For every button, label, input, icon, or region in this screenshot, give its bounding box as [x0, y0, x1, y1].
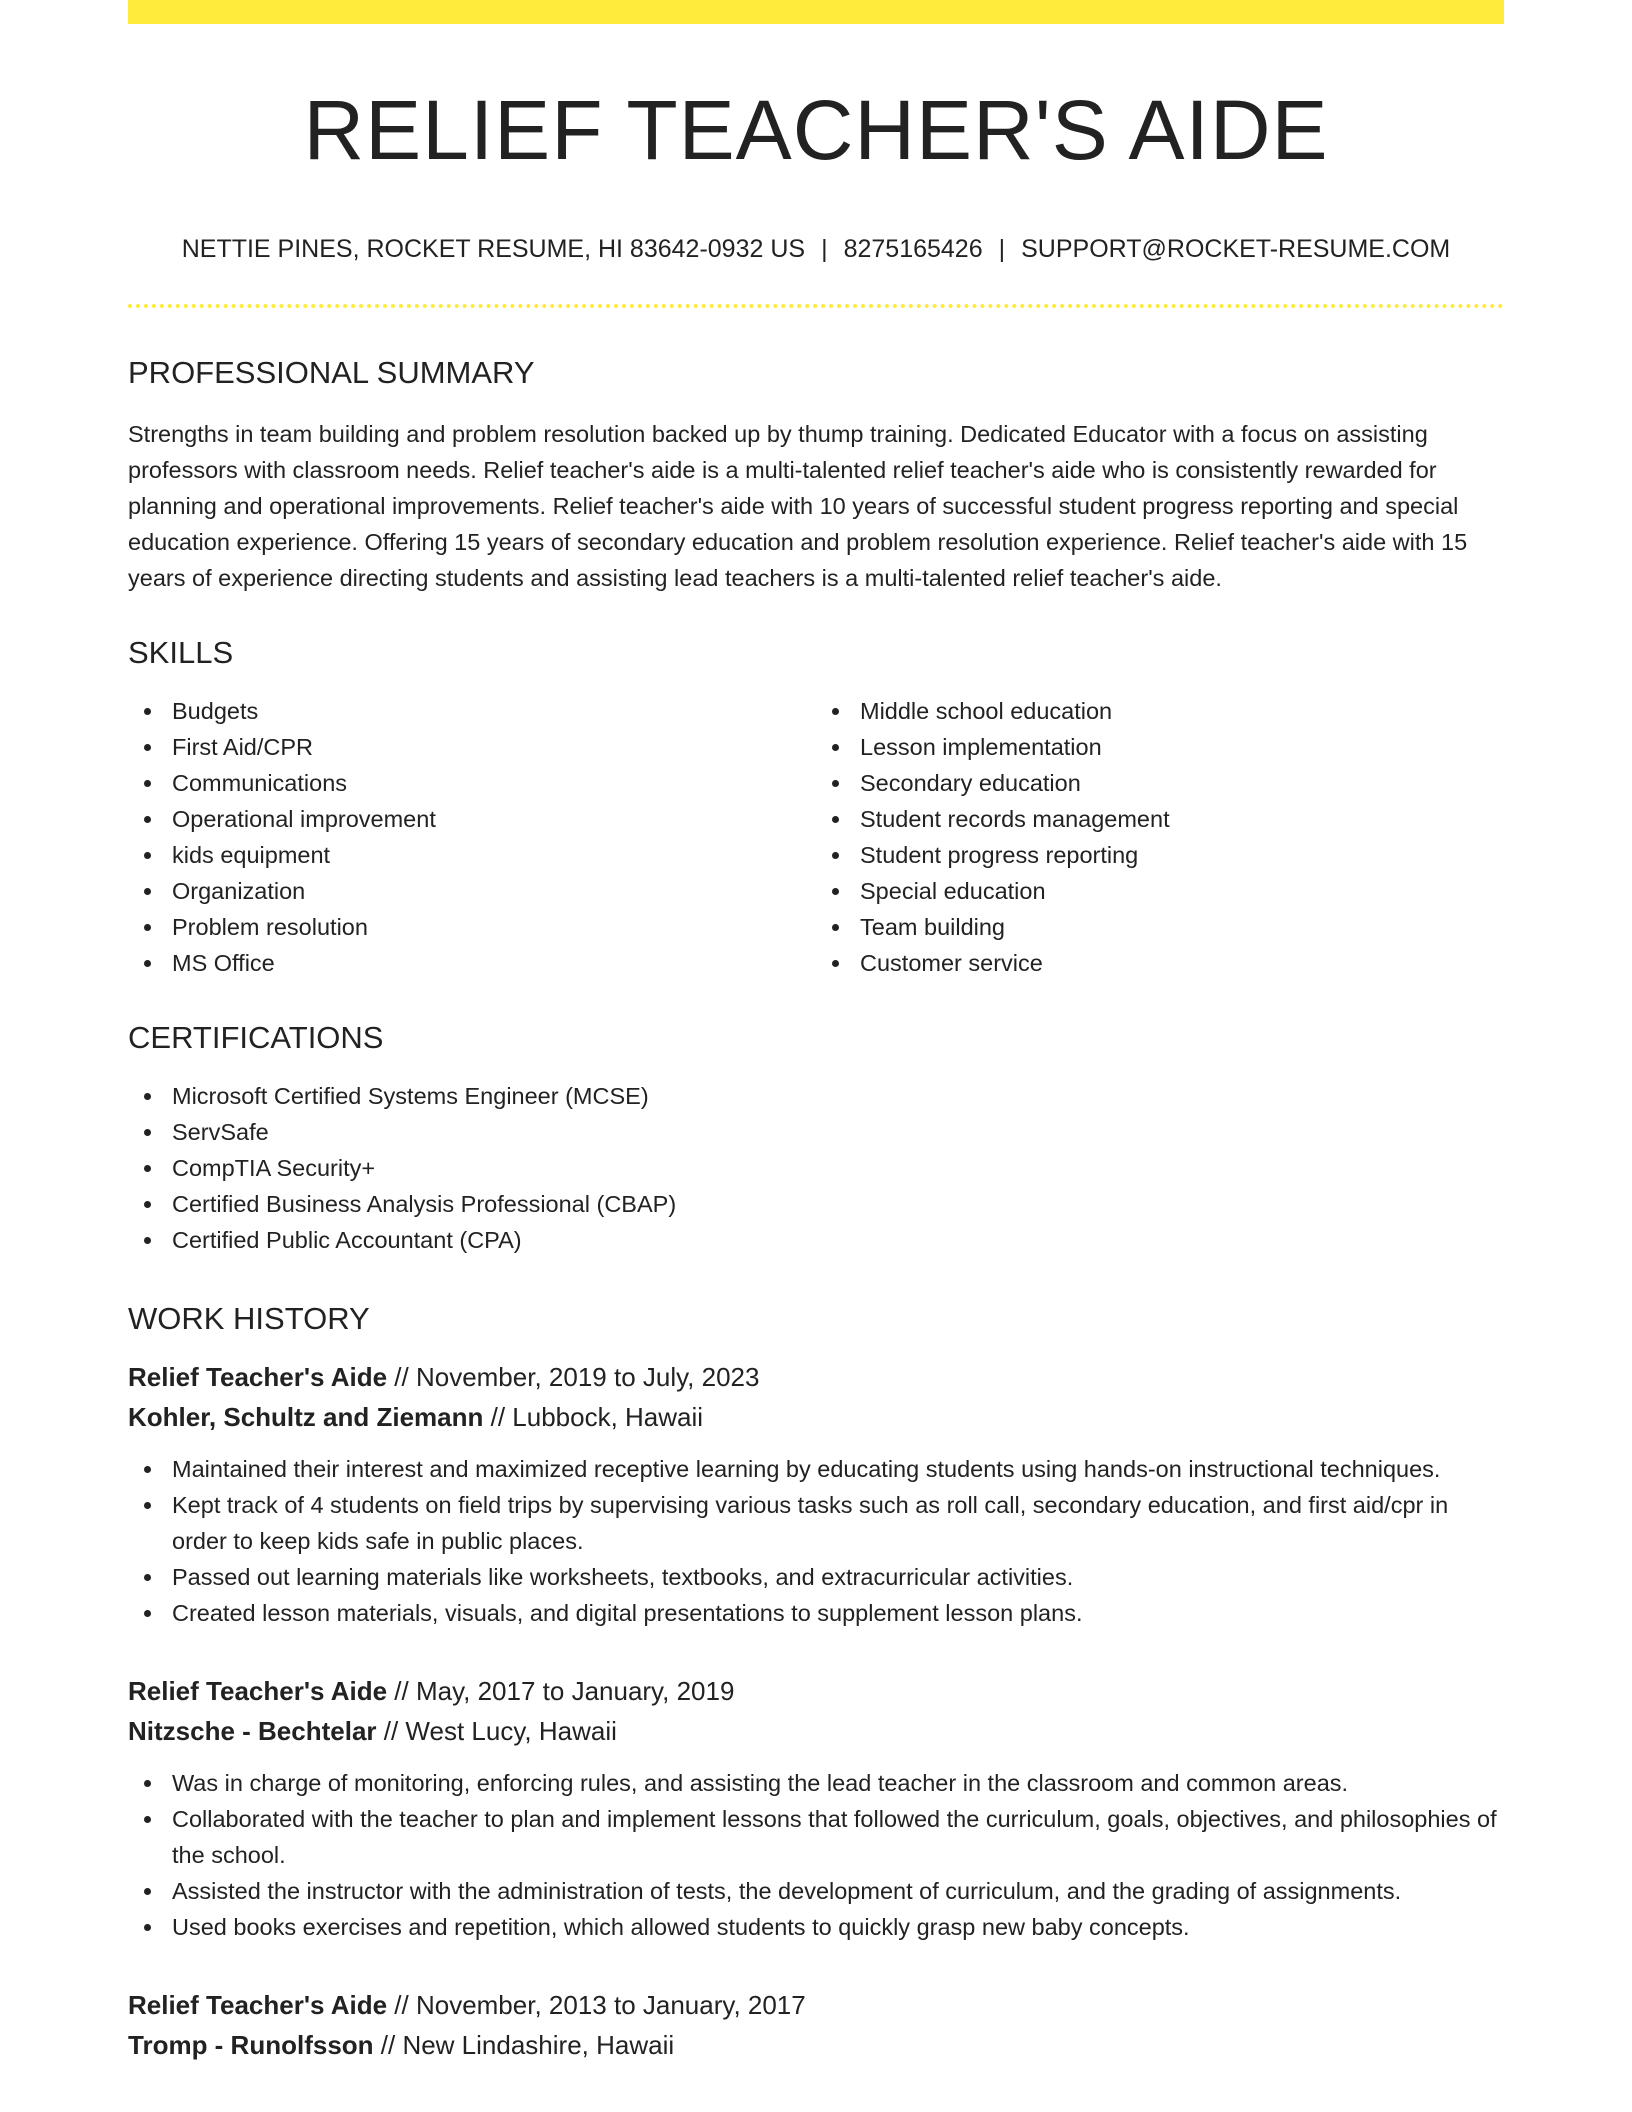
skill-item: Problem resolution	[128, 909, 816, 945]
skill-item: kids equipment	[128, 837, 816, 873]
job-duties-list	[128, 1451, 1504, 1631]
resume-title: RELIEF TEACHER'S AIDE	[303, 83, 1329, 177]
skill-item: Customer service	[816, 945, 1504, 981]
skills-list-right	[816, 693, 1504, 981]
certification-item: Certified Public Accountant (CPA)	[128, 1222, 1504, 1258]
job-duty-item: Used books exercises and repetition, which allowed students to quickly grasp new baby concepts.	[128, 1909, 1504, 1945]
skill-item: Budgets	[128, 693, 816, 729]
summary-text: Strengths in team building and problem resolution backed up by thump training. Dedicated Educator with a focus on assisting professors with classroom needs. Relief teacher's aide is a multi-talented relief teacher's aide who is consistently rewarded for planning and operational improvements. Relief teacher's aide with 10 years of successful student progress reporting and special education experience. Offering 15 years of secondary education and problem resolution experience. Relief teacher's aide with 15 years of experience directing students and assisting lead teachers is a multi-talented relief teacher's aide.	[128, 420, 1468, 591]
job-entry	[128, 1985, 1504, 2065]
job-company-line	[128, 1711, 1504, 1751]
job-duty-item: Maintained their interest and maximized receptive learning by educating students using hands-on instructional techniques.	[128, 1451, 1504, 1487]
skill-item: MS Office	[128, 945, 816, 981]
contact-line	[128, 234, 1504, 264]
job-role-line	[128, 1357, 1504, 1397]
job-company: Nitzsche - Bechtelar	[128, 1716, 377, 1747]
skills-list-left	[128, 693, 816, 981]
work-history-list	[128, 1357, 1504, 2065]
job-dates: // May, 2017 to January, 2019	[387, 1676, 735, 1707]
skill-item: Student records management	[816, 801, 1504, 837]
job-location: // West Lucy, Hawaii	[376, 1716, 617, 1747]
skill-item: First Aid/CPR	[128, 729, 816, 765]
job-entry	[128, 1357, 1504, 1631]
job-dates: // November, 2019 to July, 2023	[387, 1362, 760, 1393]
job-company: Tromp - Runolfsson	[128, 2030, 374, 2061]
contact-separator: |	[821, 235, 828, 264]
job-duties-list	[128, 1765, 1504, 1945]
skill-item: Team building	[816, 909, 1504, 945]
certification-item: ServSafe	[128, 1114, 1504, 1150]
job-location: // Lubbock, Hawaii	[483, 1402, 704, 1433]
skill-item: Lesson implementation	[816, 729, 1504, 765]
summary-heading: PROFESSIONAL SUMMARY	[128, 355, 535, 391]
skill-item: Operational improvement	[128, 801, 816, 837]
skill-item: Communications	[128, 765, 816, 801]
skill-item: Middle school education	[816, 693, 1504, 729]
contact-email: SUPPORT@ROCKET-RESUME.COM	[1021, 235, 1451, 264]
job-company: Kohler, Schultz and Ziemann	[128, 1402, 484, 1433]
skills-columns	[128, 693, 1504, 981]
job-company-line	[128, 1397, 1504, 1437]
job-duty-item: Passed out learning materials like worksheets, textbooks, and extracurricular activities.	[128, 1559, 1504, 1595]
certifications-list	[128, 1078, 1504, 1258]
certification-item: Microsoft Certified Systems Engineer (MCSE)	[128, 1078, 1504, 1114]
certifications-heading: CERTIFICATIONS	[128, 1019, 384, 1055]
job-role: Relief Teacher's Aide	[128, 1362, 388, 1393]
contact-address: NETTIE PINES, ROCKET RESUME, HI 83642-0932 US	[181, 235, 806, 264]
contact-separator: |	[998, 235, 1006, 264]
accent-top-bar	[128, 0, 1504, 24]
dotted-divider	[128, 304, 1504, 308]
skill-item: Special education	[816, 873, 1504, 909]
job-role: Relief Teacher's Aide	[128, 1990, 388, 2021]
job-duty-item: Assisted the instructor with the administration of tests, the development of curriculum, and the grading of assignments.	[128, 1873, 1504, 1909]
skill-item: Secondary education	[816, 765, 1504, 801]
skill-item: Student progress reporting	[816, 837, 1504, 873]
job-duty-item: Collaborated with the teacher to plan and implement lessons that followed the curriculum, goals, objectives, and philosophies of the school.	[128, 1801, 1504, 1873]
contact-phone: 8275165426	[843, 235, 983, 264]
job-dates: // November, 2013 to January, 2017	[387, 1990, 806, 2021]
certification-item: Certified Business Analysis Professional (CBAP)	[128, 1186, 1504, 1222]
job-duty-item: Was in charge of monitoring, enforcing rules, and assisting the lead teacher in the classroom and common areas.	[128, 1765, 1504, 1801]
job-duty-item: Kept track of 4 students on field trips by supervising various tasks such as roll call, secondary education, and first aid/cpr in order to keep kids safe in public places.	[128, 1487, 1504, 1559]
job-role-line	[128, 1671, 1504, 1711]
work-history-heading: WORK HISTORY	[128, 1300, 370, 1336]
job-entry	[128, 1671, 1504, 1945]
certification-item: CompTIA Security+	[128, 1150, 1504, 1186]
job-role: Relief Teacher's Aide	[128, 1676, 388, 1707]
job-company-line	[128, 2025, 1504, 2065]
skills-heading: SKILLS	[128, 634, 234, 670]
job-role-line	[128, 1985, 1504, 2025]
skill-item: Organization	[128, 873, 816, 909]
job-location: // New Lindashire, Hawaii	[373, 2030, 675, 2061]
job-duty-item: Created lesson materials, visuals, and digital presentations to supplement lesson plans.	[128, 1595, 1504, 1631]
